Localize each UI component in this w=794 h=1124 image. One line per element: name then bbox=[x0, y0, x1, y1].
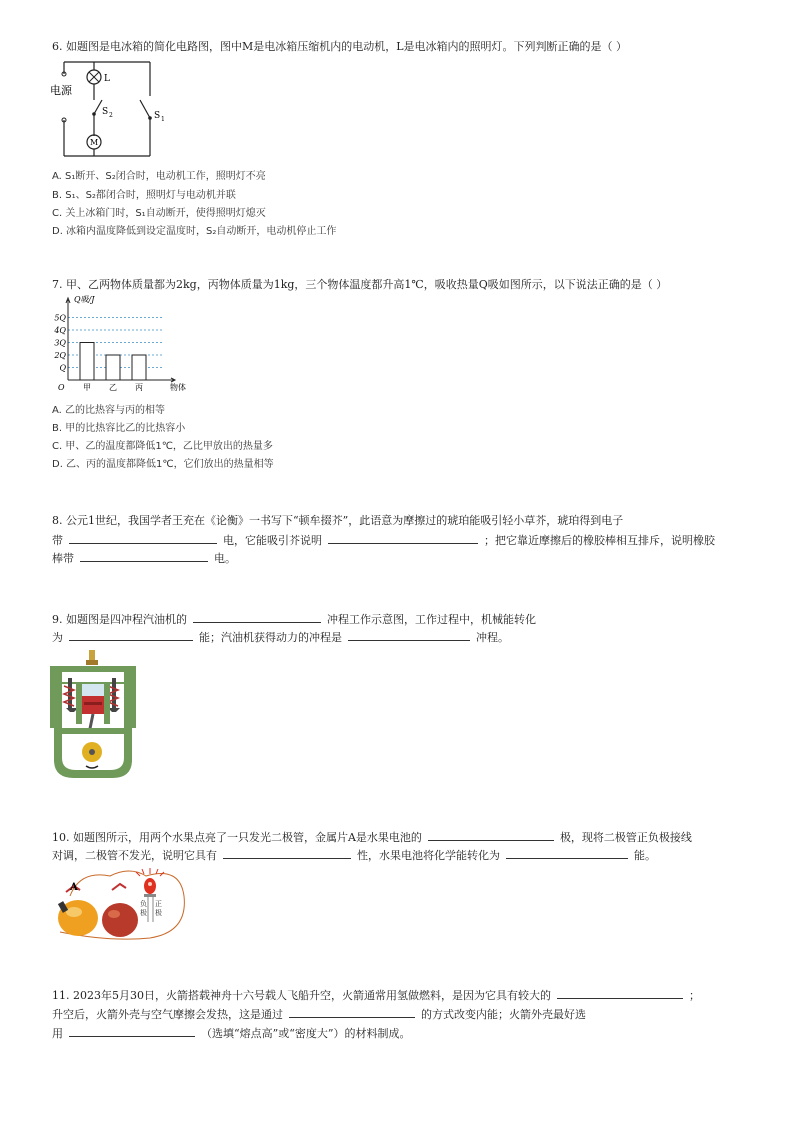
q11-blank-2[interactable] bbox=[289, 1005, 415, 1018]
neg-label-1: 负 bbox=[140, 900, 147, 908]
q8-line1: 8. 公元1世纪，我国学者王充在《论衡》一书写下“顿牟掇芥”，此语意为摩擦过的琥珀能吸引轻小草芥，琥珀得到电子 bbox=[52, 514, 624, 527]
y-axis-label: Q吸/J bbox=[74, 295, 95, 304]
motor-label: M bbox=[90, 138, 99, 147]
q10-line2-c: 能。 bbox=[634, 849, 656, 862]
q6-option-c: C. 关上冰箱门时，S₁自动断开，使得照明灯熄灭 bbox=[52, 208, 266, 219]
q9-blank-2[interactable] bbox=[69, 628, 193, 641]
pos-label-1: 正 bbox=[155, 900, 162, 908]
s1-label: S bbox=[154, 111, 161, 121]
q7-option-a: A. 乙的比热容与丙的相等 bbox=[52, 405, 166, 416]
s1-sub: 1 bbox=[161, 116, 165, 123]
q6-option-d: D. 冰箱内温度降低到设定温度时，S₂自动断开，电动机停止工作 bbox=[52, 226, 337, 237]
q11-line3-b: （选填“熔点高”或“密度大”）的材料制成。 bbox=[201, 1027, 411, 1040]
q7-option-d: D. 乙、丙的温度都降低1℃，它们放出的热量相等 bbox=[52, 459, 274, 470]
q8-line2 bbox=[52, 531, 715, 550]
pos-label-2: 极 bbox=[155, 909, 162, 917]
x-tick-label: 甲 bbox=[83, 383, 91, 392]
q11-blank-1[interactable] bbox=[557, 986, 683, 999]
y-tick-label: 2Q bbox=[54, 351, 66, 360]
pomegranate-fruit bbox=[102, 903, 138, 937]
q8-line3-b: 电。 bbox=[214, 552, 236, 565]
q8-blank-1[interactable] bbox=[69, 531, 217, 544]
q6-circuit-figure bbox=[50, 56, 170, 164]
q10-line2 bbox=[52, 846, 656, 865]
q6-option-a: A. S₁断开、S₂闭合时，电动机工作，照明灯不亮 bbox=[52, 171, 266, 182]
q11-line1-b: ； bbox=[688, 989, 700, 1002]
origin-label: O bbox=[58, 383, 65, 392]
y-tick-label: Q bbox=[59, 363, 66, 373]
q11-line2 bbox=[52, 1005, 586, 1024]
q9-line2-b: 能；汽油机获得动力的冲程是 bbox=[199, 631, 342, 644]
bar-2 bbox=[132, 355, 146, 380]
q11-line1-a: 11. 2023年5月30日，火箭搭载神舟十六号载人飞船升空，火箭通常用氢做燃料，是因为它具有较大的 bbox=[52, 989, 551, 1002]
q7-stem: 7. 甲、乙两物体质量都为2kg，丙物体质量为1kg，三个物体温度都升高1℃，吸收热量Q吸如图所示，以下说法正确的是（ ） bbox=[52, 278, 668, 291]
x-tick-label: 乙 bbox=[109, 383, 117, 392]
x-tick-label: 丙 bbox=[135, 383, 143, 392]
q8-line2-c: ；把它靠近摩擦后的橡胶棒相互排斥，说明橡胶 bbox=[484, 534, 715, 547]
q11-line2-b: 的方式改变内能；火箭外壳最好选 bbox=[421, 1008, 586, 1021]
q7-option-c: C. 甲、乙的温度都降低1℃，乙比甲放出的热量多 bbox=[52, 441, 273, 452]
q11-line2-a: 升空后，火箭外壳与空气摩擦会发热，这是通过 bbox=[52, 1008, 283, 1021]
q11-line3 bbox=[52, 1024, 411, 1043]
q8-blank-2[interactable] bbox=[328, 531, 478, 544]
q10-blank-2[interactable] bbox=[223, 846, 351, 859]
q8-blank-3[interactable] bbox=[80, 549, 208, 562]
q11-line1 bbox=[52, 986, 700, 1005]
q10-line2-b: 性，水果电池将化学能转化为 bbox=[357, 849, 500, 862]
x-axis-label: 物体 bbox=[170, 383, 186, 392]
q6-stem: 6. 如题图是电冰箱的简化电路图，图中M是电冰箱压缩机内的电动机，L是电冰箱内的照明灯。下列判断正确的是（ ） bbox=[52, 40, 628, 53]
q9-line1 bbox=[52, 610, 536, 629]
q6-option-b: B. S₁、S₂都闭合时，照明灯与电动机并联 bbox=[52, 190, 236, 201]
q9-line2-a: 为 bbox=[52, 631, 63, 644]
q8-line3-a: 棒带 bbox=[52, 552, 74, 565]
fruit-battery-figure bbox=[50, 866, 190, 942]
q9-line1-b: 冲程工作示意图，工作过程中，机械能转化 bbox=[327, 613, 536, 626]
q9-blank-3[interactable] bbox=[348, 628, 470, 641]
q10-line1-b: 极，现将二极管正负极接线 bbox=[559, 831, 692, 844]
q10-blank-3[interactable] bbox=[506, 846, 628, 859]
engine-diagram bbox=[46, 648, 140, 780]
bar-1 bbox=[106, 355, 120, 380]
s2-label: S bbox=[102, 107, 109, 117]
q10-line2-a: 对调，二极管不发光，说明它具有 bbox=[52, 849, 217, 862]
q8-line2-a: 带 bbox=[52, 534, 63, 547]
q8-line2-b: 电，它能吸引芥说明 bbox=[223, 534, 322, 547]
q7-option-b: B. 甲的比热容比乙的比热容小 bbox=[52, 423, 186, 434]
power-label: 电源 bbox=[50, 84, 72, 97]
lamp-label: L bbox=[104, 74, 110, 84]
q7-bar-chart bbox=[50, 294, 200, 398]
q8-line3 bbox=[52, 549, 236, 568]
bar-0 bbox=[80, 343, 94, 381]
q11-blank-3[interactable] bbox=[69, 1024, 195, 1037]
q11-line3-a: 用 bbox=[52, 1027, 63, 1040]
q10-line1-a: 10. 如题图所示，用两个水果点亮了一只发光二极管，金属片A是水果电池的 bbox=[52, 831, 422, 844]
q9-blank-1[interactable] bbox=[193, 610, 321, 623]
s2-sub: 2 bbox=[109, 112, 113, 119]
y-tick-label: 5Q bbox=[54, 313, 66, 323]
plate-a-label: A bbox=[70, 882, 78, 893]
q10-line1 bbox=[52, 828, 692, 847]
y-tick-label: 3Q bbox=[54, 338, 66, 348]
y-tick-label: 4Q bbox=[54, 326, 66, 335]
q10-blank-1[interactable] bbox=[428, 828, 554, 841]
q9-line1-a: 9. 如题图是四冲程汽油机的 bbox=[52, 613, 187, 626]
neg-label-2: 极 bbox=[140, 909, 147, 917]
q9-line2 bbox=[52, 628, 509, 647]
q9-line2-c: 冲程。 bbox=[476, 631, 509, 644]
